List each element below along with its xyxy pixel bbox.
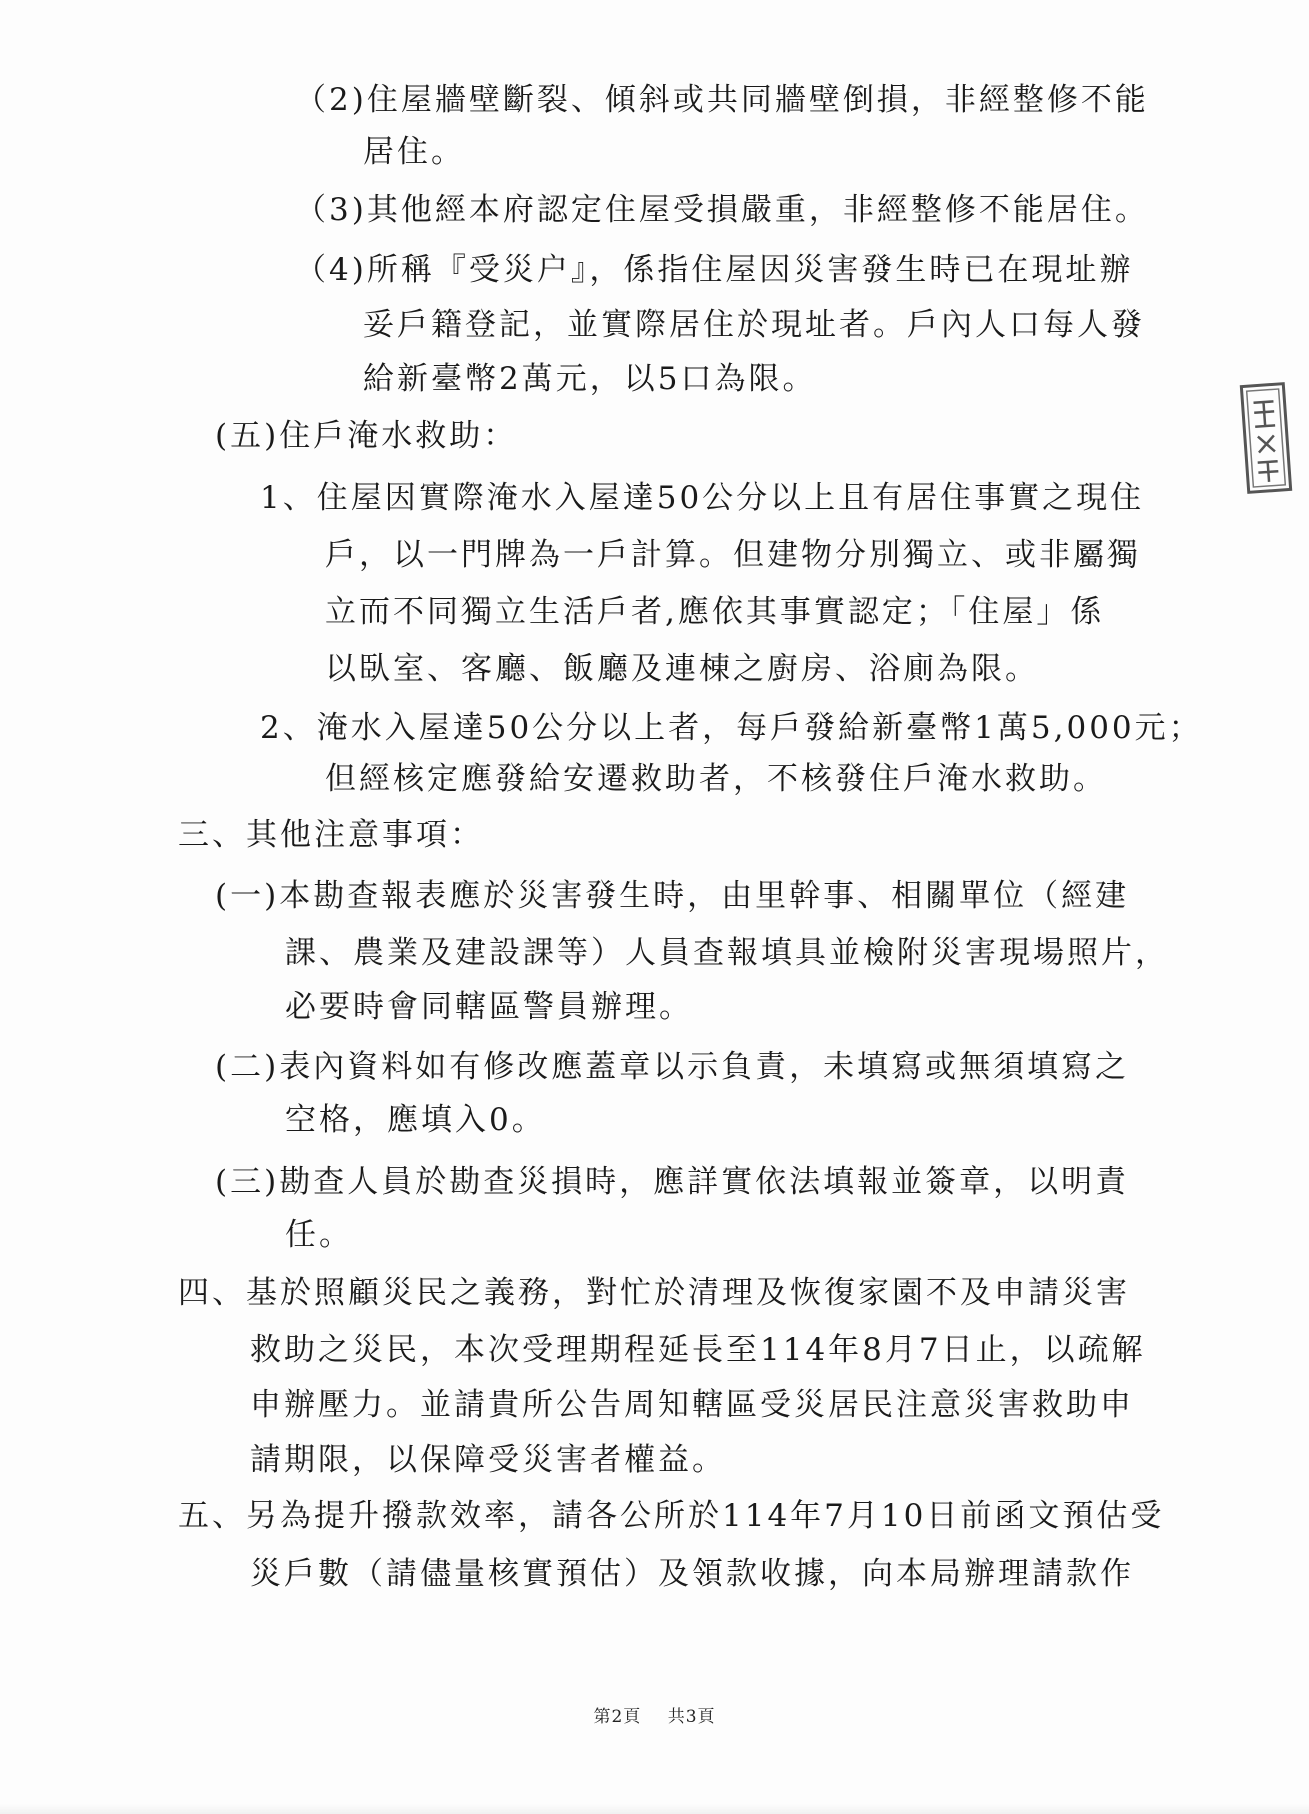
section-heading: (五)住戶淹水救助： [215,418,518,454]
text-line: 必要時會同轄區警員辦理。 [285,989,693,1025]
text-line: （2)住屋牆壁斷裂、傾斜或共同牆壁倒損，非經整修不能 [295,82,1149,118]
text-line: 救助之災民，本次受理期程延長至114年8月7日止，以疏解 [250,1332,1146,1368]
text-line: (三)勘查人員於勘查災損時，應詳實依法填報並簽章，以明責 [215,1164,1130,1200]
text-line: 居住。 [363,134,465,170]
text-line: 請期限，以保障受災害者權益。 [250,1442,726,1478]
text-line: 戶，以一門牌為一戶計算。但建物分別獨立、或非屬獨 [325,537,1141,573]
text-line: 課、農業及建設課等）人員查報填具並檢附災害現場照片， [285,935,1169,971]
section-heading: 四、基於照顧災民之義務，對忙於清理及恢復家園不及申請災害 [178,1275,1130,1311]
text-line: 給新臺幣2萬元，以5口為限。 [363,361,817,397]
text-line: 2、淹水入屋達50公分以上者，每戶發給新臺幣1萬5,000元； [260,710,1203,746]
text-line: (一)本勘查報表應於災害發生時，由里幹事、相關單位（經建 [215,878,1130,914]
text-line: 立而不同獨立生活戶者,應依其事實認定；「住屋」係 [325,594,1105,630]
text-line: 以臥室、客廳、飯廳及連棟之廚房、浴廁為限。 [325,651,1039,687]
section-heading: 五、另為提升撥款效率，請各公所於114年7月10日前函文預估受 [178,1498,1165,1534]
text-line: 災戶數（請儘量核實預估）及領款收據，向本局辦理請款作 [250,1556,1134,1592]
text-line: （3)其他經本府認定住屋受損嚴重，非經整修不能居住。 [295,192,1149,228]
page-total: 共3頁 [667,1707,716,1727]
text-line: （4)所稱『受災户』，係指住屋因災害發生時已在現址辦 [295,252,1134,288]
page-number: 第2頁 [593,1707,642,1727]
page-footer [0,1702,1309,1727]
text-line: 空格，應填入0。 [285,1102,546,1138]
text-line: 申辦壓力。並請貴所公告周知轄區受災居民注意災害救助申 [250,1387,1134,1423]
text-line: 任。 [285,1217,353,1253]
text-line: 1、住屋因實際淹水入屋達50公分以上且有居住事實之現住 [260,480,1145,516]
section-heading: 三、其他注意事項： [178,817,484,853]
text-line: (二)表內資料如有修改應蓋章以示負責，未填寫或無須填寫之 [215,1049,1130,1085]
text-line: 妥戶籍登記，並實際居住於現址者。戶內人口每人發 [363,307,1145,343]
text-line: 但經核定應發給安遷救助者，不核發住戶淹水救助。 [325,761,1107,797]
seal-stamp-icon [1238,380,1294,495]
scan-edge [0,1804,1309,1814]
